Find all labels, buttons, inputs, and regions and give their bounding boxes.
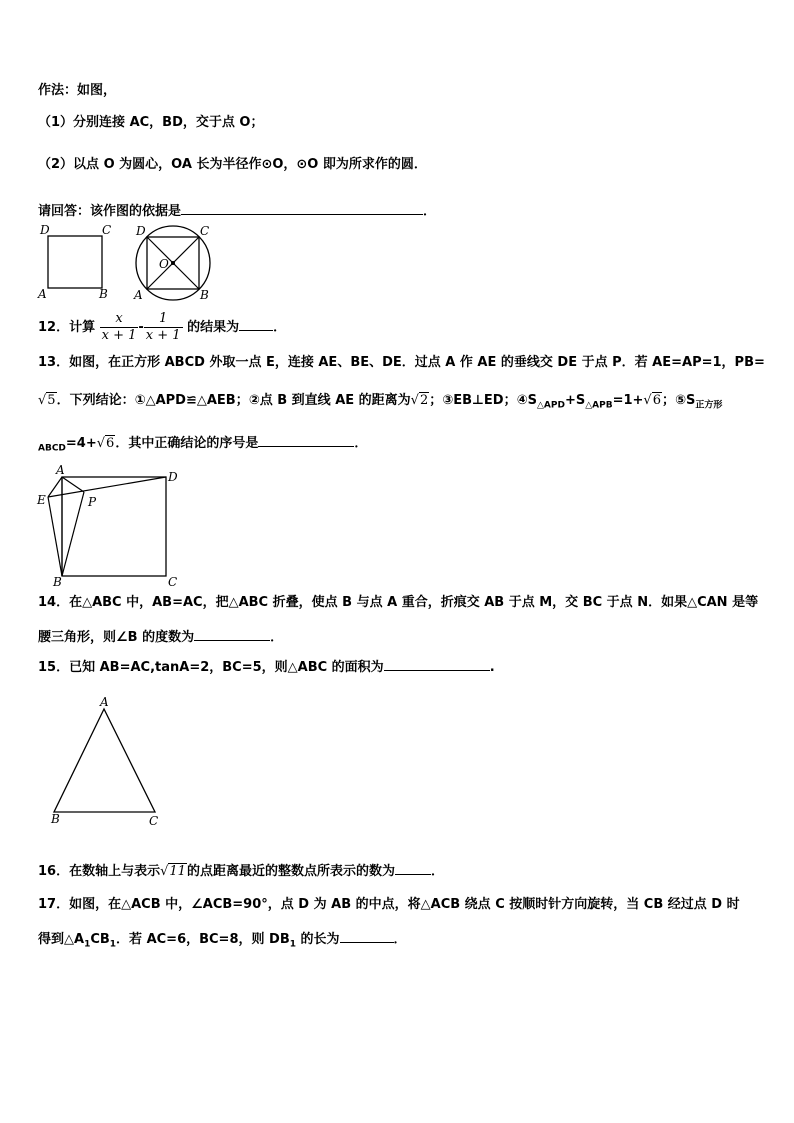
q17-line2d: 的长为: [296, 932, 340, 947]
circle-label-c: C: [200, 224, 210, 238]
circle-figure: [128, 222, 224, 304]
method-step1: （1）分别连接 AC，BD，交于点 O；: [38, 115, 264, 130]
method-question-text: 请回答：该作图的依据是: [38, 204, 182, 219]
q16-sqrt11: √11: [160, 864, 186, 879]
q13-sub-apd: △APD: [536, 400, 565, 411]
fig13-label-a: A: [56, 463, 65, 477]
fig13-label-p: P: [88, 495, 97, 509]
q17-line2: [38, 928, 407, 954]
q13-sqrt5-value: 5: [47, 393, 56, 408]
q13-sqrt5: √5: [38, 393, 56, 408]
q17-sub1: 1: [84, 939, 91, 950]
q17-line2c: ．若 AC=6，BC=8，则 DB: [116, 932, 290, 947]
q13-sqrt2: √2: [410, 393, 429, 408]
q12-num1: x: [100, 311, 139, 328]
q17-answer-blank[interactable]: [340, 928, 394, 943]
method-question: [38, 200, 436, 221]
q13-plus: +S: [564, 393, 586, 408]
center-point: [171, 261, 175, 265]
q14-answer-blank[interactable]: [194, 626, 270, 641]
q17-sub3: 1: [289, 939, 296, 950]
q13-line3b: =4+: [65, 436, 97, 451]
fig13-ae: [48, 477, 62, 497]
method-intro: 作法：如图，: [38, 83, 117, 98]
square-label-b: B: [99, 287, 108, 301]
square-label-c: C: [102, 223, 112, 237]
q13-sqrt6b: √6: [96, 436, 115, 451]
q12-num2: 1: [144, 311, 183, 328]
circle-label-d: D: [136, 224, 146, 238]
q13-line2a: ．下列结论：①△APD≌△AEB；②点 B 到直线 AE 的距离为: [56, 393, 411, 408]
fig13-ap: [62, 477, 84, 492]
q13-sqrt6a: √6: [643, 393, 661, 408]
fig13-eb: [48, 497, 62, 576]
q17-end: ．: [393, 932, 407, 947]
q16-suffix: 的点距离最近的整数点所表示的数为: [186, 864, 395, 879]
fig13-pb: [62, 492, 84, 576]
method-step2: （2）以点 O 为圆心，OA 长为半径作⊙O，⊙O 即为所求作的圆．: [38, 157, 427, 172]
q13-sqrt2-value: 2: [419, 393, 429, 408]
q13-sqrt6a-value: 6: [652, 393, 661, 408]
q16-prefix: 16．在数轴上与表示: [38, 864, 161, 879]
q13-line2b: ；③EB⊥ED；④S: [429, 393, 537, 408]
square-figure: [36, 222, 116, 304]
circle-label-b: B: [200, 288, 209, 302]
q13-line3a: ABCD: [38, 443, 66, 454]
q13-line2c: ；⑤S: [661, 393, 696, 408]
square-label-d: D: [40, 223, 50, 237]
q16-end: ．: [430, 864, 444, 879]
q14-end: ．: [270, 630, 284, 645]
q14-line1: 14．在△ABC 中，AB=AC，把△ABC 折叠，使点 B 与点 A 重合，折痕交 AB 于点 M，交 BC 于点 N．如果△CAN 是等: [38, 595, 759, 610]
q13-eq1: =1+: [612, 393, 644, 408]
q12-end: ．: [273, 320, 287, 335]
method-question-end: ．: [423, 204, 437, 219]
circle-label-o: O: [159, 257, 169, 271]
figure-13: [34, 462, 194, 592]
q15-text: 15．已知 AB=AC,tanA=2，BC=5，则△ABC 的面积为: [38, 660, 384, 675]
q13-sub-square: 正方形: [695, 400, 723, 411]
q14-line2: [38, 626, 283, 647]
square-label-a: A: [38, 287, 47, 301]
fig13-label-d: D: [168, 470, 178, 484]
q13-line1: 13．如图，在正方形 ABCD 外取一点 E，连接 AE、BE、DE．过点 A 作 AE 的垂线交 DE 于点 P．若 AE=AP=1，PB=: [38, 355, 765, 370]
q12-suffix: 的结果为: [187, 320, 240, 335]
question-15: [38, 656, 495, 677]
q13-line3: [38, 432, 367, 460]
q13-line2: [38, 390, 722, 417]
q17-line2a: 得到△A: [38, 932, 85, 947]
q12-fraction-2: [144, 311, 183, 344]
q13-sqrt6b-value: 6: [106, 436, 115, 451]
fig15-label-b: B: [51, 812, 60, 826]
fig13-label-e: E: [37, 493, 46, 507]
square-shape: [48, 236, 102, 288]
circle-label-a: A: [134, 288, 143, 302]
q15-answer-blank[interactable]: [384, 656, 490, 671]
q12-fraction-1: [100, 311, 139, 344]
question-16: [38, 860, 444, 881]
answer-blank[interactable]: [181, 200, 423, 215]
q17-line1: 17．如图，在△ACB 中，∠ACB=90°，点 D 为 AB 的中点，将△ACB 绕点 C 按顺时针方向旋转，当 CB 经过点 D 时: [38, 897, 740, 912]
q12-den2: x + 1: [145, 328, 181, 343]
q15-end: .: [489, 660, 495, 675]
q17-sub2: 1: [109, 939, 117, 950]
q16-answer-blank[interactable]: [395, 860, 431, 875]
q12-den1: x + 1: [101, 328, 137, 343]
q13-sub-apb: △APB: [585, 400, 613, 411]
q12-minus: -: [138, 320, 144, 335]
fig13-label-b: B: [53, 575, 62, 589]
q13-line3c: ．其中正确结论的序号是: [115, 436, 259, 451]
q13-answer-blank[interactable]: [258, 432, 354, 447]
fig13-label-c: C: [168, 575, 178, 589]
q12-answer-blank[interactable]: [239, 316, 273, 331]
figure-15: [46, 696, 166, 830]
fig15-triangle: [54, 709, 155, 812]
fig15-label-c: C: [149, 814, 159, 828]
q14-line2-text: 腰三角形，则∠B 的度数为: [38, 630, 195, 645]
q12-prefix: 12．计算: [38, 320, 96, 335]
q17-line2b: CB: [90, 932, 110, 947]
q16-sqrt11-value: 11: [169, 864, 186, 879]
fig15-label-a: A: [100, 695, 109, 709]
question-12: [38, 308, 286, 348]
q13-end: ．: [354, 436, 368, 451]
